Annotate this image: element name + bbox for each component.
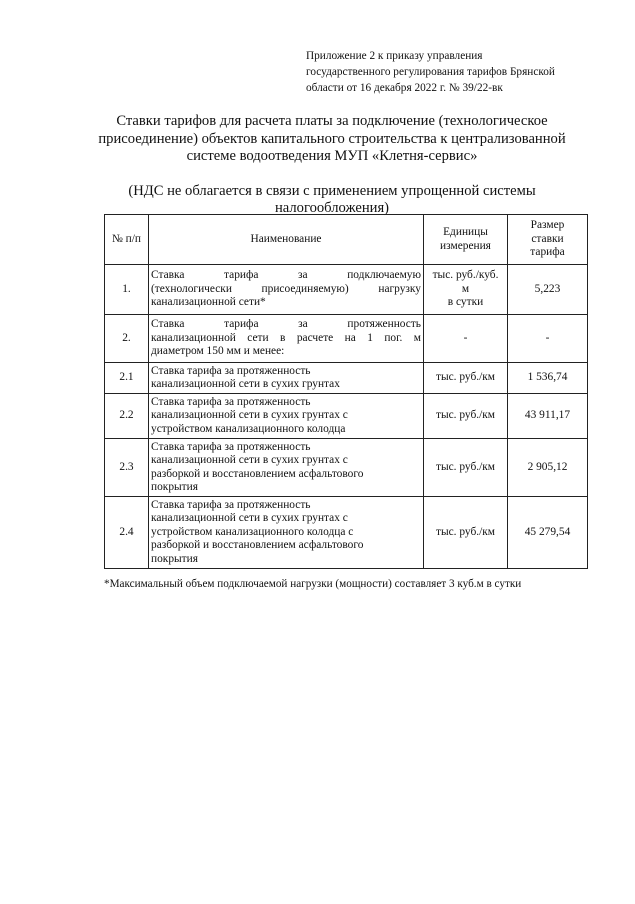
row-num: 2.4 <box>105 497 149 569</box>
table-row <box>105 363 588 394</box>
document-title <box>96 113 568 166</box>
row-name-line: канализационной сети* <box>151 296 266 309</box>
vat-line: (НДС не облагается в связи с применением упрощенной системы <box>128 183 536 199</box>
row-name-line: Ставка тарифа за протяженность <box>151 395 311 408</box>
row-rate: 2 905,12 <box>508 439 588 497</box>
appendix-header <box>306 48 606 96</box>
row-name-line: Ставка тарифа за протяженность <box>151 318 421 331</box>
header-num: № п/п <box>105 215 149 265</box>
row-unit-line: тыс. руб./куб. <box>432 269 499 282</box>
row-rate: 5,223 <box>508 265 588 315</box>
row-name-line: Ставка тарифа за протяженность <box>151 440 311 453</box>
title-line: системе водоотведения МУП «Клетня-сервис» <box>186 148 478 164</box>
row-name <box>149 315 424 363</box>
row-unit-line: в сутки <box>447 296 484 309</box>
title-line: присоединение) объектов капитального строительства к централизованной <box>98 130 566 147</box>
header-unit <box>424 215 508 265</box>
table-header-row <box>105 215 588 265</box>
header-unit-line: Единицы <box>443 226 488 239</box>
row-unit: тыс. руб./км <box>424 497 508 569</box>
header-rate-line: тарифа <box>530 246 565 259</box>
header-rate-line: ставки <box>531 232 564 245</box>
table-row <box>105 315 588 363</box>
row-num: 2. <box>105 315 149 363</box>
row-num: 1. <box>105 265 149 315</box>
tariff-table <box>104 214 588 569</box>
row-name-line: Ставка тарифа за протяженность <box>151 364 311 377</box>
row-name-line: разборкой и восстановлением асфальтового <box>151 467 364 480</box>
row-num: 2.3 <box>105 439 149 497</box>
row-name-line: канализационной сети в сухих грунтах с <box>151 454 348 467</box>
row-name-line: покрытия <box>151 480 198 493</box>
row-name-line: (технологически присоединяемую) нагрузку <box>151 282 421 295</box>
vat-line: налогообложения) <box>274 200 390 216</box>
title-line: Ставки тарифов для расчета платы за подключение (технологическое <box>116 113 548 129</box>
row-rate: 1 536,74 <box>508 363 588 394</box>
table-row <box>105 439 588 497</box>
row-name <box>149 439 424 497</box>
appendix-line: Приложение 2 к приказу управления <box>306 50 483 62</box>
header-rate-line: Размер <box>530 219 565 232</box>
table-row <box>105 265 588 315</box>
row-rate: 43 911,17 <box>508 394 588 439</box>
row-name-line: канализационной сети в сухих грунтах с <box>151 512 348 525</box>
table-row <box>105 497 588 569</box>
row-num: 2.2 <box>105 394 149 439</box>
row-unit: тыс. руб./км <box>424 439 508 497</box>
row-name-line: разборкой и восстановлением асфальтового <box>151 539 364 552</box>
header-unit-line: измерения <box>440 239 491 252</box>
row-name-line: Ставка тарифа за протяженность <box>151 498 311 511</box>
row-num: 2.1 <box>105 363 149 394</box>
row-name <box>149 497 424 569</box>
header-name: Наименование <box>149 215 424 265</box>
appendix-line: государственного регулирования тарифов Брянской <box>306 66 555 78</box>
vat-note <box>96 183 568 217</box>
row-name-line: устройством канализационного колодца с <box>151 525 354 538</box>
footnote: *Максимальный объем подключаемой нагрузки (мощности) составляет 3 куб.м в сутки <box>104 578 522 590</box>
row-name <box>149 265 424 315</box>
row-name-line: канализационной сети в сухих грунтах с <box>151 409 348 422</box>
row-name <box>149 394 424 439</box>
row-name-line: покрытия <box>151 552 198 565</box>
row-name-line: диаметром 150 мм и менее: <box>151 345 285 358</box>
row-name-line: канализационной сети в сухих грунтах <box>151 378 340 390</box>
row-name-line: устройством канализационного колодца <box>151 422 346 435</box>
row-unit: - <box>424 315 508 363</box>
appendix-line: области от 16 декабря 2022 г. № 39/22-вк <box>306 82 503 94</box>
header-rate <box>508 215 588 265</box>
table-row <box>105 394 588 439</box>
row-name-line: Ставка тарифа за подключаемую <box>151 269 421 282</box>
row-rate: - <box>508 315 588 363</box>
row-unit-line: м <box>461 282 470 295</box>
row-name <box>149 363 424 394</box>
row-unit: тыс. руб./км <box>424 394 508 439</box>
row-name-line: канализационной сети в расчете на 1 пог. м <box>151 331 421 344</box>
row-unit: тыс. руб./км <box>424 363 508 394</box>
row-rate: 45 279,54 <box>508 497 588 569</box>
row-unit <box>424 265 508 315</box>
